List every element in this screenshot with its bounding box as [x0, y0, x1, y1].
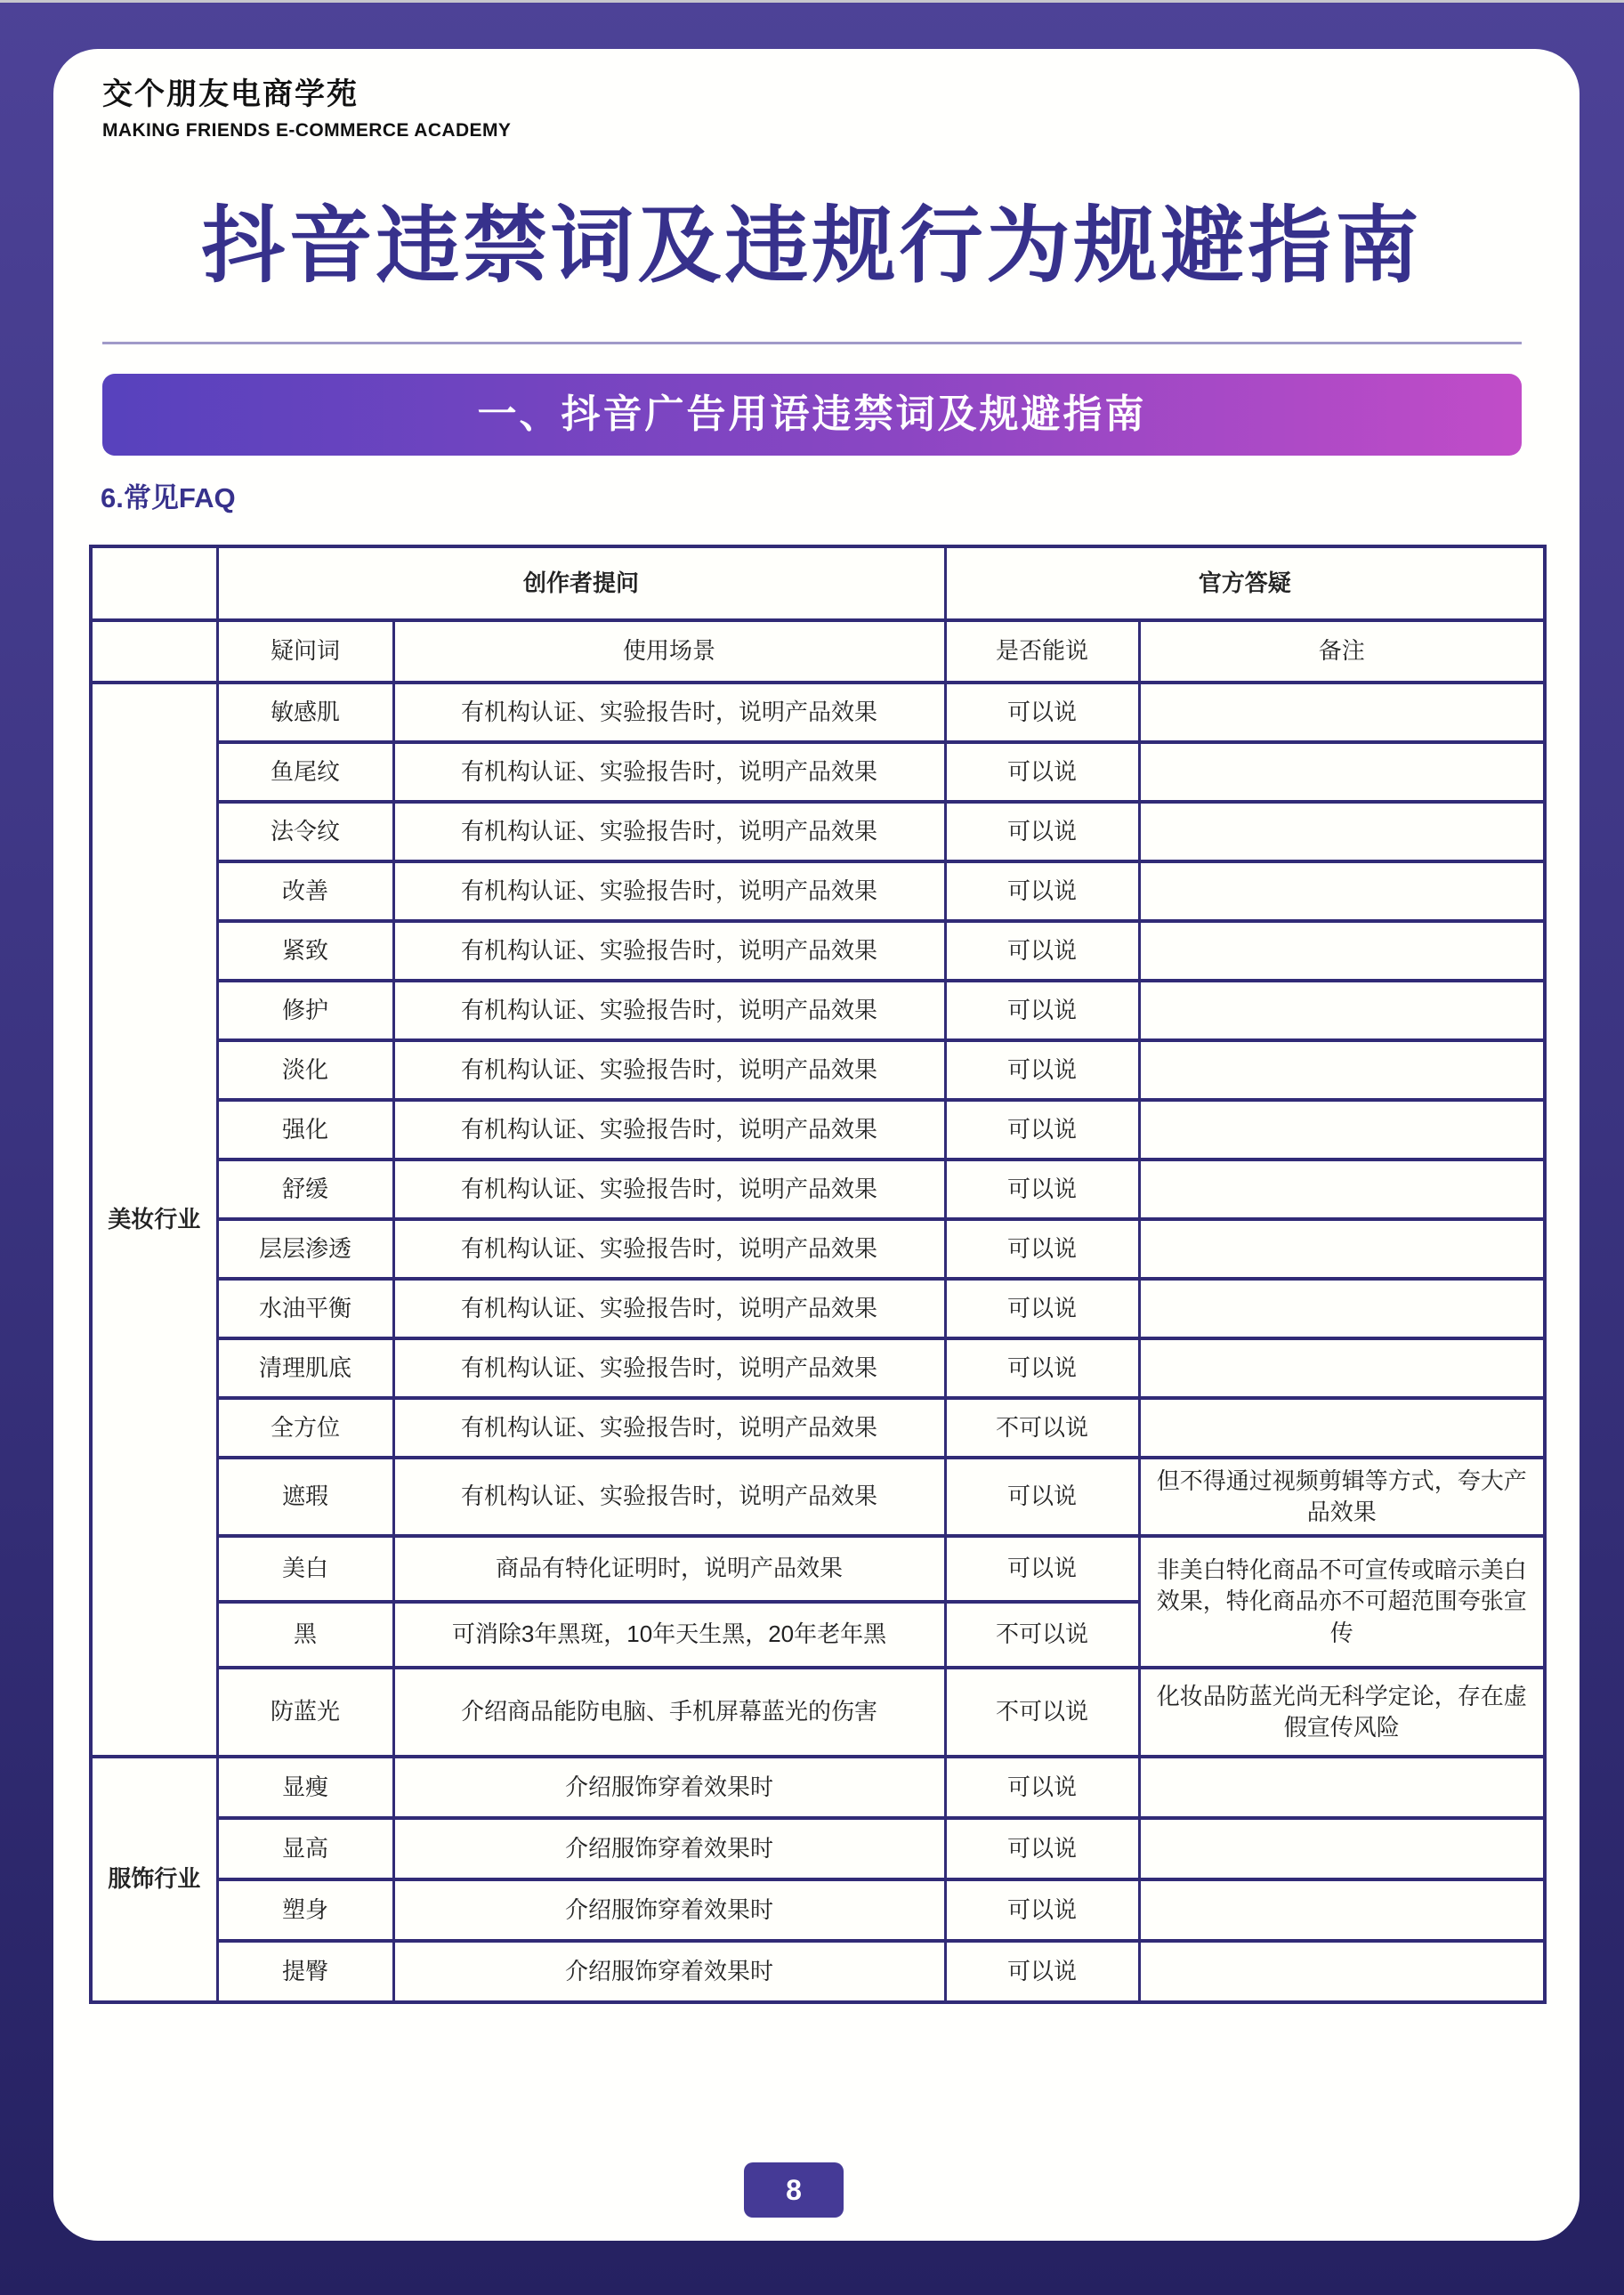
- table-row: [91, 1279, 1545, 1338]
- answer-cell: 可以说: [945, 1160, 1139, 1219]
- category-cell: 美妆行业: [91, 683, 217, 1757]
- column-header-remark: 备注: [1139, 620, 1545, 683]
- scene-cell: 介绍服饰穿着效果时: [393, 1757, 945, 1818]
- answer-cell: 不可以说: [945, 1398, 1139, 1458]
- answer-cell: 可以说: [945, 1338, 1139, 1398]
- logo-english-text: MAKING FRIENDS E-COMMERCE ACADEMY: [102, 120, 512, 141]
- scene-cell: 有机构认证、实验报告时，说明产品效果: [393, 802, 945, 861]
- term-cell: 提臀: [217, 1941, 393, 2002]
- corner-cell-2: [91, 620, 217, 683]
- scene-cell: 有机构认证、实验报告时，说明产品效果: [393, 1160, 945, 1219]
- answer-cell: 可以说: [945, 1757, 1139, 1818]
- scene-cell: 有机构认证、实验报告时，说明产品效果: [393, 861, 945, 921]
- group-header-creator-questions: 创作者提问: [217, 546, 945, 620]
- answer-cell: 可以说: [945, 1100, 1139, 1160]
- scene-cell: 介绍服饰穿着效果时: [393, 1818, 945, 1879]
- remark-cell: [1139, 1338, 1545, 1398]
- column-header-scene: 使用场景: [393, 620, 945, 683]
- remark-cell: [1139, 1879, 1545, 1941]
- answer-cell: 可以说: [945, 742, 1139, 802]
- section-banner: 一、抖音广告用语违禁词及规避指南: [102, 374, 1522, 456]
- scene-cell: 有机构认证、实验报告时，说明产品效果: [393, 742, 945, 802]
- remark-cell: 化妆品防蓝光尚无科学定论，存在虚假宣传风险: [1139, 1668, 1545, 1757]
- logo-chinese-text: 交个朋友电商学苑: [102, 77, 359, 111]
- table-row: [91, 981, 1545, 1040]
- term-cell: 紧致: [217, 921, 393, 981]
- table-row: [91, 1100, 1545, 1160]
- answer-cell: 不可以说: [945, 1668, 1139, 1757]
- remark-cell: [1139, 861, 1545, 921]
- term-cell: 全方位: [217, 1398, 393, 1458]
- page-title: 抖音违禁词及违规行为规避指南: [201, 198, 1423, 292]
- term-cell: 修护: [217, 981, 393, 1040]
- scene-cell: 有机构认证、实验报告时，说明产品效果: [393, 1040, 945, 1100]
- remark-cell: [1139, 1757, 1545, 1818]
- term-cell: 美白: [217, 1536, 393, 1602]
- term-cell: 显瘦: [217, 1757, 393, 1818]
- answer-cell: 可以说: [945, 802, 1139, 861]
- scene-cell: 有机构认证、实验报告时，说明产品效果: [393, 683, 945, 742]
- remark-cell: [1139, 1818, 1545, 1879]
- table-row: [91, 1668, 1545, 1757]
- remark-cell: [1139, 1040, 1545, 1100]
- answer-cell: 可以说: [945, 1879, 1139, 1941]
- answer-cell: 不可以说: [945, 1602, 1139, 1668]
- faq-table: [89, 545, 1547, 2004]
- answer-cell: 可以说: [945, 1941, 1139, 2002]
- table-row: [91, 861, 1545, 921]
- remark-cell: [1139, 1219, 1545, 1279]
- answer-cell: 可以说: [945, 1279, 1139, 1338]
- scene-cell: 介绍商品能防电脑、手机屏幕蓝光的伤害: [393, 1668, 945, 1757]
- scene-cell: 可消除3年黑斑，10年天生黑，20年老年黑: [393, 1602, 945, 1668]
- scene-cell: 介绍服饰穿着效果时: [393, 1879, 945, 1941]
- remark-cell: 但不得通过视频剪辑等方式，夸大产品效果: [1139, 1458, 1545, 1536]
- term-cell: 强化: [217, 1100, 393, 1160]
- table-row: [91, 802, 1545, 861]
- scene-cell: 有机构认证、实验报告时，说明产品效果: [393, 1398, 945, 1458]
- term-cell: 黑: [217, 1602, 393, 1668]
- term-cell: 敏感肌: [217, 683, 393, 742]
- scene-cell: 有机构认证、实验报告时，说明产品效果: [393, 1279, 945, 1338]
- table-row: [91, 1338, 1545, 1398]
- scene-cell: 有机构认证、实验报告时，说明产品效果: [393, 1338, 945, 1398]
- scene-cell: 商品有特化证明时，说明产品效果: [393, 1536, 945, 1602]
- remark-cell: [1139, 1100, 1545, 1160]
- category-cell: 服饰行业: [91, 1757, 217, 2002]
- top-edge-line: [0, 0, 1624, 3]
- term-cell: 法令纹: [217, 802, 393, 861]
- column-header-allowed: 是否能说: [945, 620, 1139, 683]
- column-header-term: 疑问词: [217, 620, 393, 683]
- term-cell: 塑身: [217, 1879, 393, 1941]
- term-cell: 清理肌底: [217, 1338, 393, 1398]
- table-row: [91, 1040, 1545, 1100]
- remark-cell: [1139, 1941, 1545, 2002]
- table-group-header-row: [91, 546, 1545, 620]
- table-row: [91, 1879, 1545, 1941]
- answer-cell: 可以说: [945, 683, 1139, 742]
- remark-cell: [1139, 1160, 1545, 1219]
- term-cell: 舒缓: [217, 1160, 393, 1219]
- answer-cell: 可以说: [945, 1458, 1139, 1536]
- page-number-badge: 8: [744, 2162, 844, 2218]
- table-row: [91, 1941, 1545, 2002]
- scene-cell: 有机构认证、实验报告时，说明产品效果: [393, 1219, 945, 1279]
- table-row: [91, 683, 1545, 742]
- answer-cell: 可以说: [945, 981, 1139, 1040]
- scene-cell: 有机构认证、实验报告时，说明产品效果: [393, 921, 945, 981]
- remark-cell: [1139, 981, 1545, 1040]
- term-cell: 层层渗透: [217, 1219, 393, 1279]
- faq-table-body: [91, 683, 1545, 2002]
- term-cell: 遮瑕: [217, 1458, 393, 1536]
- term-cell: 改善: [217, 861, 393, 921]
- term-cell: 显高: [217, 1818, 393, 1879]
- remark-cell: [1139, 683, 1545, 742]
- table-row: [91, 1757, 1545, 1818]
- table-row: [91, 1219, 1545, 1279]
- answer-cell: 可以说: [945, 1818, 1139, 1879]
- logo: [102, 69, 511, 141]
- corner-cell: [91, 546, 217, 620]
- answer-cell: 可以说: [945, 1219, 1139, 1279]
- table-row: [91, 921, 1545, 981]
- answer-cell: 可以说: [945, 861, 1139, 921]
- remark-cell: [1139, 802, 1545, 861]
- term-cell: 水油平衡: [217, 1279, 393, 1338]
- table-row: [91, 1458, 1545, 1536]
- remark-cell: [1139, 1398, 1545, 1458]
- scene-cell: 介绍服饰穿着效果时: [393, 1941, 945, 2002]
- remark-cell: 非美白特化商品不可宣传或暗示美白效果，特化商品亦不可超范围夸张宣传: [1139, 1536, 1545, 1668]
- group-header-official-answers: 官方答疑: [945, 546, 1545, 620]
- table-row: [91, 1398, 1545, 1458]
- answer-cell: 可以说: [945, 921, 1139, 981]
- scene-cell: 有机构认证、实验报告时，说明产品效果: [393, 1458, 945, 1536]
- title-divider: [102, 342, 1522, 344]
- term-cell: 鱼尾纹: [217, 742, 393, 802]
- table-row: [91, 1160, 1545, 1219]
- term-cell: 防蓝光: [217, 1668, 393, 1757]
- scene-cell: 有机构认证、实验报告时，说明产品效果: [393, 1100, 945, 1160]
- remark-cell: [1139, 921, 1545, 981]
- table-row: [91, 1536, 1545, 1602]
- table-row: [91, 1818, 1545, 1879]
- faq-heading: 6.常见FAQ: [101, 482, 236, 513]
- table-row: [91, 742, 1545, 802]
- remark-cell: [1139, 1279, 1545, 1338]
- answer-cell: 可以说: [945, 1040, 1139, 1100]
- scene-cell: 有机构认证、实验报告时，说明产品效果: [393, 981, 945, 1040]
- answer-cell: 可以说: [945, 1536, 1139, 1602]
- table-column-header-row: [91, 620, 1545, 683]
- remark-cell: [1139, 742, 1545, 802]
- term-cell: 淡化: [217, 1040, 393, 1100]
